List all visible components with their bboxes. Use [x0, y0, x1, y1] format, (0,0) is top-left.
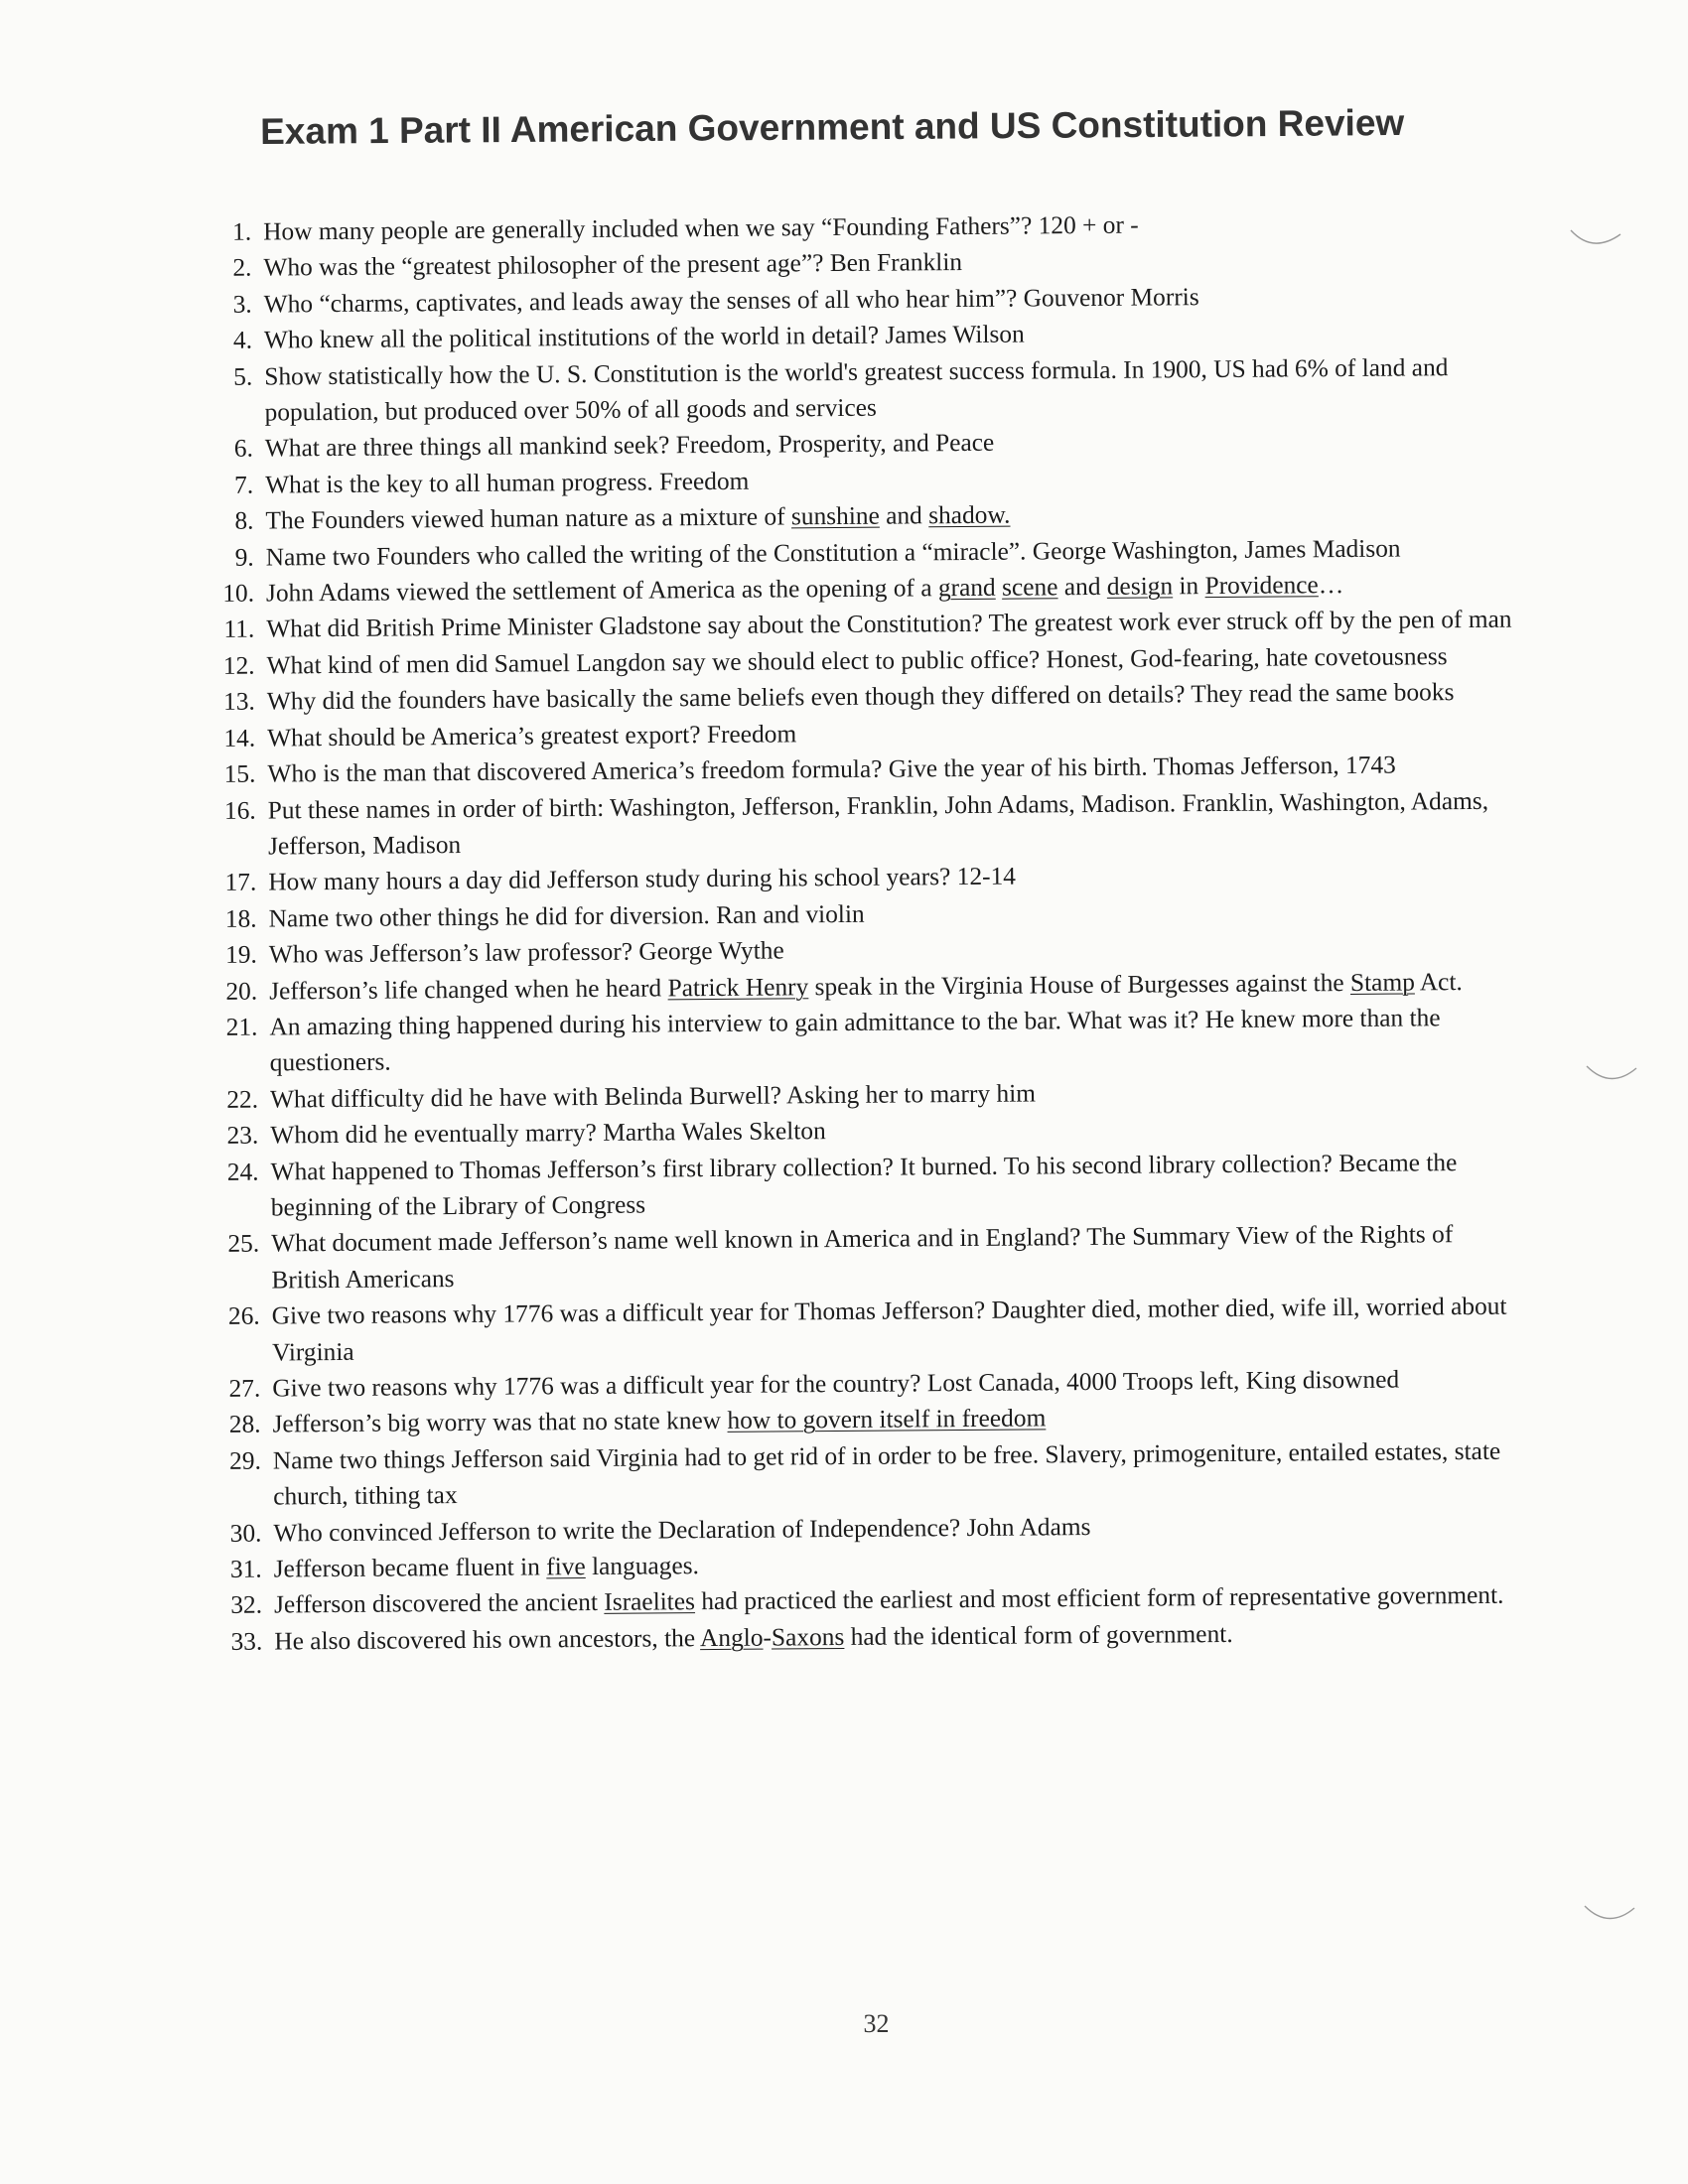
- question-text: He also discovered his own ancestors, the: [274, 1623, 701, 1656]
- question-number: 5.: [233, 362, 253, 391]
- question-text: Jefferson became fluent in: [273, 1553, 547, 1583]
- question-number: 29.: [229, 1446, 261, 1475]
- question-number: 13.: [222, 687, 255, 717]
- underlined-answer: Anglo: [699, 1623, 764, 1652]
- question-number: 21.: [225, 1013, 258, 1041]
- question-number: 17.: [224, 868, 257, 897]
- question-text: An amazing thing happened during his interview to gain admittance to the bar. What was it? He knew more than the questioners.: [269, 1004, 1441, 1077]
- question-number: 19.: [224, 940, 257, 969]
- question-number: 11.: [223, 615, 255, 644]
- page-number: 32: [863, 2009, 890, 2038]
- underlined-answer: sunshine: [790, 501, 880, 531]
- question-number: 26.: [227, 1301, 260, 1331]
- page-title: Exam 1 Part II American Government and US Constitution Review: [260, 101, 1405, 152]
- question-text: speak in the Virginia House of Burgesses against the: [808, 968, 1351, 1001]
- question-text: Who is the man that discovered America’s freedom formula? Give the year of his birth. Thomas Jefferson, 1743: [267, 751, 1396, 788]
- question-number: 6.: [233, 435, 253, 464]
- question-text: -: [763, 1623, 773, 1652]
- question-number: 24.: [226, 1158, 259, 1186]
- question-text: How many people are generally included when we say “Founding Fathers”? 120 + or -: [263, 210, 1139, 246]
- question-number: 32.: [230, 1591, 263, 1620]
- question-item: [211, 1144, 1517, 1226]
- question-number: 18.: [224, 904, 257, 933]
- question-list: [204, 205, 1520, 1661]
- question-text: …: [1318, 571, 1344, 600]
- question-number: 2.: [232, 254, 252, 283]
- punch-hole-mark-icon: [1583, 1902, 1636, 1928]
- question-number: 22.: [226, 1085, 259, 1114]
- question-text: Whom did he eventually marry? Martha Wales Skelton: [270, 1117, 826, 1150]
- question-number: 3.: [232, 290, 252, 319]
- question-number: 27.: [228, 1374, 261, 1403]
- question-text: had the identical form of government.: [844, 1619, 1233, 1651]
- question-text: Act.: [1414, 967, 1463, 996]
- question-number: 15.: [223, 759, 256, 788]
- question-number: 10.: [222, 579, 255, 608]
- question-text: Who knew all the political institutions of the world in detail? James Wilson: [263, 320, 1025, 354]
- question-number: 9.: [234, 543, 254, 572]
- underlined-answer: Stamp: [1349, 967, 1415, 997]
- question-number: 30.: [229, 1519, 262, 1548]
- question-item: [211, 1216, 1518, 1298]
- question-text: and: [1057, 572, 1107, 602]
- question-text: Name two Founders who called the writing of the Constitution a “miracle”. George Washington, James Madison: [265, 534, 1401, 572]
- question-text: Name two other things he did for diversion. Ran and violin: [268, 899, 865, 933]
- underlined-answer: grand: [937, 573, 996, 603]
- question-number: 28.: [228, 1410, 261, 1439]
- underlined-answer: scene: [1001, 573, 1058, 602]
- punch-hole-mark-icon: [1585, 1062, 1638, 1088]
- question-text: Jefferson discovered the ancient: [273, 1588, 605, 1619]
- question-item: [209, 782, 1515, 865]
- question-text: Who was Jefferson’s law professor? George Wythe: [268, 936, 784, 969]
- question-text: languages.: [585, 1552, 700, 1581]
- question-number: 14.: [223, 724, 256, 752]
- question-text: Who was the “greatest philosopher of the present age”? Ben Franklin: [263, 248, 963, 282]
- question-text: Why did the founders have basically the same beliefs even though they differed on details? They read the same books: [266, 678, 1455, 716]
- question-text: Give two reasons why 1776 was a difficult year for Thomas Jefferson? Daughter died, mother died, wife ill, worried about Virginia: [271, 1292, 1507, 1367]
- question-item: [205, 348, 1511, 431]
- question-number: 4.: [232, 326, 253, 354]
- question-text: What difficulty did he have with Belinda Burwell? Asking her to marry him: [269, 1079, 1037, 1114]
- question-text: The Founders viewed human nature as a mixture of: [265, 502, 792, 535]
- question-number: 12.: [222, 651, 255, 680]
- question-text: Name two things Jefferson said Virginia had to get rid of in order to be free. Slavery, primogeniture, entailed estates, state church, tithing tax: [272, 1436, 1501, 1511]
- question-number: 33.: [230, 1627, 263, 1656]
- underlined-answer: Providence: [1204, 571, 1319, 601]
- question-text: What is the key to all human progress. Freedom: [265, 467, 750, 499]
- question-text: What should be America’s greatest export? Freedom: [267, 720, 797, 752]
- question-number: 23.: [226, 1121, 259, 1150]
- question-item: [213, 1433, 1520, 1515]
- question-number: 31.: [229, 1555, 262, 1583]
- question-text: What did British Prime Minister Gladstone say about the Constitution? The greatest work ever struck off by the pen of man: [266, 606, 1512, 643]
- question-item: [212, 1289, 1519, 1371]
- underlined-answer: five: [546, 1553, 586, 1581]
- underlined-answer: how to govern itself in freedom: [727, 1404, 1047, 1435]
- question-text: Jefferson’s big worry was that no state knew: [272, 1407, 728, 1438]
- underlined-answer: shadow.: [928, 500, 1011, 530]
- question-text: What document made Jefferson’s name well known in America and in England? The Summary View of the Rights of British Americans: [271, 1220, 1454, 1295]
- question-text: had practiced the earliest and most efficient form of representative government.: [694, 1581, 1504, 1616]
- question-text: Jefferson’s life changed when he heard: [269, 973, 668, 1006]
- question-number: 16.: [223, 796, 256, 825]
- question-number: 25.: [227, 1229, 260, 1259]
- question-text: in: [1172, 572, 1205, 601]
- question-text: What kind of men did Samuel Langdon say we should elect to public office? Honest, God-fearing, hate covetousness: [266, 642, 1448, 680]
- question-text: What happened to Thomas Jefferson’s first library collection? It burned. To his second library collection? Became the beginning of the Library of Congress: [270, 1148, 1458, 1222]
- underlined-answer: design: [1106, 572, 1174, 601]
- question-item: [210, 1000, 1516, 1082]
- question-number: 8.: [234, 506, 254, 536]
- underlined-answer: Saxons: [771, 1622, 845, 1652]
- question-text: John Adams viewed the settlement of America as the opening of a: [265, 574, 938, 608]
- question-text: and: [879, 501, 929, 530]
- question-text: What are three things all mankind seek? Freedom, Prosperity, and Peace: [264, 429, 995, 463]
- question-number: 7.: [233, 471, 254, 499]
- question-text: Give two reasons why 1776 was a difficult year for the country? Lost Canada, 4000 Troops left, King disowned: [272, 1365, 1400, 1403]
- question-number: 20.: [225, 977, 258, 1006]
- question-text: Put these names in order of birth: Washington, Jefferson, Franklin, John Adams, Madison. Franklin, Washington, Adams, Jefferson, Madison: [267, 786, 1489, 861]
- question-text: How many hours a day did Jefferson study during his school years? 12-14: [268, 862, 1017, 896]
- underlined-answer: Israelites: [604, 1587, 696, 1617]
- question-text: Show statistically how the U. S. Constitution is the world's greatest success formula. In 1900, US had 6% of land and population, but produced over 50% of all goods and services: [264, 352, 1449, 427]
- question-text: Who convinced Jefferson to write the Declaration of Independence? John Adams: [273, 1512, 1091, 1548]
- punch-hole-mark-icon: [1569, 226, 1622, 252]
- question-number: 1.: [231, 217, 252, 246]
- question-text: Who “charms, captivates, and leads away the senses of all who hear him”? Gouvenor Morris: [263, 282, 1199, 319]
- underlined-answer: Patrick Henry: [667, 972, 809, 1002]
